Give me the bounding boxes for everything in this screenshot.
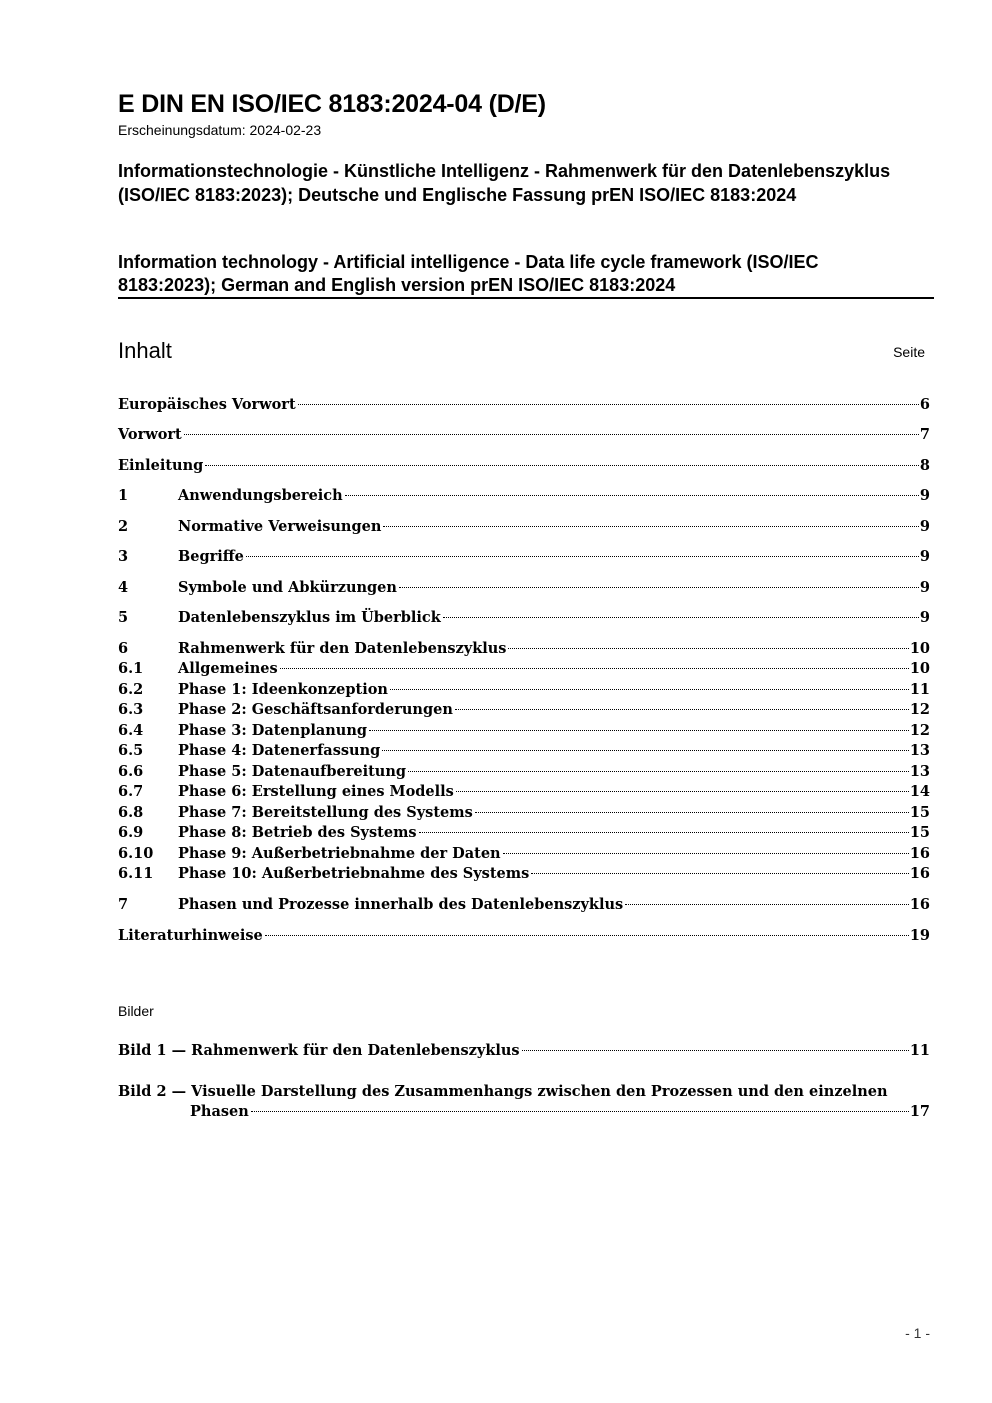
dot-leader [508,648,908,649]
toc-entry-number: 5 [118,609,129,626]
toc-entry-page: 9 [919,609,930,626]
toc-entry-number: 6.5 [118,742,144,759]
toc-entry-label: Phasen und Prozesse innerhalb des Datenlebenszyklus [178,896,624,913]
toc-entry-label: Phase 3: Datenplanung [178,722,368,739]
toc-entry-page: 19 [909,927,930,944]
toc-entry-page: 16 [909,896,930,913]
toc-entry[interactable] [118,517,930,537]
toc-entry-page: 16 [909,865,930,882]
toc-entry-number: 6.11 [118,865,154,882]
toc-entry-page: 15 [909,804,930,821]
title-german: Informationstechnologie - Künstliche Intelligenz - Rahmenwerk für den Datenlebenszyklus (ISO/IEC 8183:2023); Deutsche und Englische Fassung prEN ISO/IEC 8183:2024 [118,161,891,205]
dot-leader [265,935,909,936]
dot-leader [246,556,919,557]
toc-entry-label: Anwendungsbereich [178,487,343,504]
toc-entry[interactable] [118,395,930,415]
toc-entry-label: Begriffe [178,548,244,565]
dot-leader [522,1050,909,1051]
toc-entry-label: Phase 2: Geschäftsanforderungen [178,701,453,718]
toc-entry-number: 1 [118,487,129,504]
publication-date: Erscheinungsdatum: 2024-02-23 [118,122,322,138]
figures-heading: Bilder [118,1003,154,1019]
toc-entry-label: Phase 9: Außerbetriebnahme der Daten [178,845,501,862]
toc-entry-number: 3 [118,548,129,565]
toc-entry-page: 14 [909,783,930,800]
dot-leader [390,689,909,690]
page-number: - 1 - [905,1325,930,1341]
toc-entry[interactable] [118,578,930,598]
toc-entry-number: 7 [118,896,129,913]
figure-entry-label: Bild 1 — Rahmenwerk für den Datenlebenszyklus [118,1042,520,1059]
toc-entry-page: 10 [909,660,930,677]
toc-entry-label: Rahmenwerk für den Datenlebenszyklus [178,640,507,657]
toc-entry-number: 4 [118,579,129,596]
toc-entry-label: Datenlebenszyklus im Überblick [178,609,441,626]
toc-entry-number: 6.2 [118,681,144,698]
toc-entry-number: 6.1 [118,660,144,677]
dot-leader [443,617,919,618]
dot-leader [531,873,909,874]
figure-entry-page: 17 [909,1103,930,1120]
toc-entry-number: 2 [118,518,129,535]
toc-entry-label: Symbole und Abkürzungen [178,579,397,596]
toc-entry-page: 13 [909,742,930,759]
toc-entry-number: 6 [118,640,129,657]
dot-leader [475,812,909,813]
toc-entry-page: 12 [909,701,930,718]
figure-entry-2[interactable] [118,1082,930,1122]
toc-entry[interactable] [118,895,930,915]
dot-leader [419,832,909,833]
dot-leader [345,495,919,496]
toc-entry-page: 9 [919,487,930,504]
toc-entry[interactable] [118,456,930,476]
toc-entry-page: 16 [909,845,930,862]
dot-leader [382,750,909,751]
toc-entry-number: 6.7 [118,783,144,800]
toc-entry-number: 6.4 [118,722,144,739]
toc-entry-label: Phase 4: Datenerfassung [178,742,381,759]
toc-entry[interactable] [118,823,930,843]
dot-leader [205,465,919,466]
dot-leader [383,526,919,527]
toc-entry-page: 8 [919,457,930,474]
figure-entry-label-continuation: Phasen [190,1103,249,1120]
toc-entry[interactable] [118,782,930,802]
toc-entry-number: 6.9 [118,824,144,841]
toc-entry[interactable] [118,721,930,741]
toc-entry[interactable] [118,639,930,659]
toc-entry-page: 11 [909,681,930,698]
toc-entry-page: 10 [909,640,930,657]
toc-entry[interactable] [118,659,930,679]
document-title: E DIN EN ISO/IEC 8183:2024-04 (D/E) [118,90,546,118]
toc-entry-label: Phase 1: Ideenkonzeption [178,681,388,698]
dot-leader [625,904,909,905]
toc-heading: Inhalt [118,338,172,363]
dot-leader [456,791,909,792]
toc-entry-label: Normative Verweisungen [178,518,382,535]
toc-entry-page: 9 [919,579,930,596]
dot-leader [280,668,909,669]
title-divider [118,297,934,299]
toc-entry-page: 13 [909,763,930,780]
toc-entry[interactable] [118,741,930,761]
toc-entry-page: 7 [919,426,930,443]
toc-entry-number: 6.10 [118,845,154,862]
dot-leader [369,730,909,731]
toc-entry[interactable] [118,425,930,445]
toc-entry[interactable] [118,486,930,506]
toc-entry[interactable] [118,680,930,700]
toc-entry-label: Einleitung [118,457,204,474]
dot-leader [455,709,909,710]
toc-entry[interactable] [118,803,930,823]
toc-entry[interactable] [118,926,930,946]
toc-entry-page: 9 [919,548,930,565]
toc-entry-label: Phase 5: Datenaufbereitung [178,763,407,780]
toc-entry-label: Literaturhinweise [118,927,263,944]
toc-entry[interactable] [118,864,930,884]
title-english: Information technology - Artificial intelligence - Data life cycle framework (ISO/IEC 8183:2023); German and English version prEN ISO/IEC 8183:2024 [118,252,819,295]
toc-entry-label: Allgemeines [178,660,278,677]
dot-leader [399,587,919,588]
toc-entry[interactable] [118,608,930,628]
toc-entry-label: Vorwort [118,426,182,443]
toc-entry-page: 9 [919,518,930,535]
figure-entry-label: Bild 2 — Visuelle Darstellung des Zusammenhangs zwischen den Prozessen und den einzelnen [118,1083,888,1100]
dot-leader [408,771,909,772]
toc-entry[interactable] [118,547,930,567]
toc-entry-page: 15 [909,824,930,841]
toc-entry-label: Europäisches Vorwort [118,396,296,413]
toc-entry-page: 6 [919,396,930,413]
toc-entry[interactable] [118,700,930,720]
toc-entry-number: 6.3 [118,701,144,718]
toc-entry-label: Phase 7: Bereitstellung des Systems [178,804,473,821]
toc-entry-label: Phase 6: Erstellung eines Modells [178,783,454,800]
toc-entry-number: 6.6 [118,763,144,780]
dot-leader [298,404,919,405]
dot-leader [184,434,919,435]
toc-entry[interactable] [118,844,930,864]
figure-entry-1[interactable] [118,1041,930,1061]
toc-entry-label: Phase 8: Betrieb des Systems [178,824,417,841]
toc-entry-label: Phase 10: Außerbetriebnahme des Systems [178,865,530,882]
dot-leader [251,1111,909,1112]
figure-entry-page: 11 [909,1042,930,1059]
toc-entry-number: 6.8 [118,804,144,821]
toc-page-column-label: Seite [893,344,925,360]
dot-leader [503,853,909,854]
toc-entry-page: 12 [909,722,930,739]
toc-entry[interactable] [118,762,930,782]
